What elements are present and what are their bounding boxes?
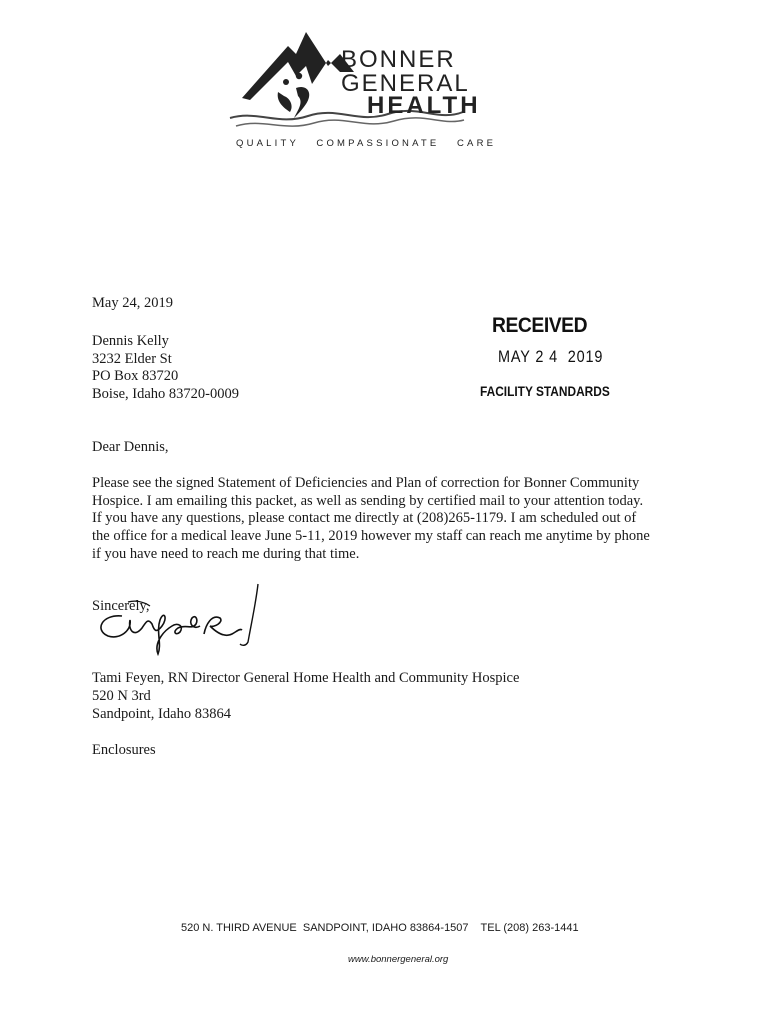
sender-name-title: Tami Feyen, RN Director General Home Health and Community Hospice [92, 670, 520, 686]
enclosures-note: Enclosures [92, 742, 156, 758]
body-line: the office for a medical leave June 5-11, 2019 however my staff can reach me anytime by phone [92, 528, 650, 544]
letter-date: May 24, 2019 [92, 295, 173, 311]
recipient-name: Dennis Kelly [92, 333, 169, 349]
closing: Sincerely, [92, 598, 150, 614]
footer-address: 520 N. THIRD AVENUE SANDPOINT, IDAHO 83864-1507 TEL (208) 263-1441 [181, 922, 579, 934]
stamp-date: MAY 2 4 2019 [498, 347, 604, 366]
sender-city: Sandpoint, Idaho 83864 [92, 706, 231, 722]
handwritten-signature [92, 580, 282, 660]
body-line: Hospice. I am emailing this packet, as well as sending by certified mail to your attention today. [92, 493, 644, 509]
recipient-po-box: PO Box 83720 [92, 368, 179, 384]
sender-street: 520 N 3rd [92, 688, 151, 704]
logo-word-bonner: BONNER [341, 46, 456, 73]
logo-tagline: QUALITY COMPASSIONATE CARE [236, 138, 497, 149]
footer-website: www.bonnergeneral.org [348, 954, 449, 965]
stamp-received: RECEIVED [492, 314, 588, 337]
letterhead-logo [228, 26, 518, 156]
recipient-city: Boise, Idaho 83720-0009 [92, 386, 239, 402]
logo-word-health: HEALTH [367, 92, 481, 119]
logo-word-general: GENERAL [341, 70, 470, 97]
recipient-street: 3232 Elder St [92, 351, 172, 367]
stamp-department: FACILITY STANDARDS [480, 383, 610, 399]
body-line: Please see the signed Statement of Deficiencies and Plan of correction for Bonner Community [92, 475, 640, 491]
salutation: Dear Dennis, [92, 439, 169, 455]
body-line: If you have any questions, please contact me directly at (208)265-1179. I am scheduled out of [92, 510, 637, 526]
body-line: if you have need to reach me during that time. [92, 546, 360, 562]
